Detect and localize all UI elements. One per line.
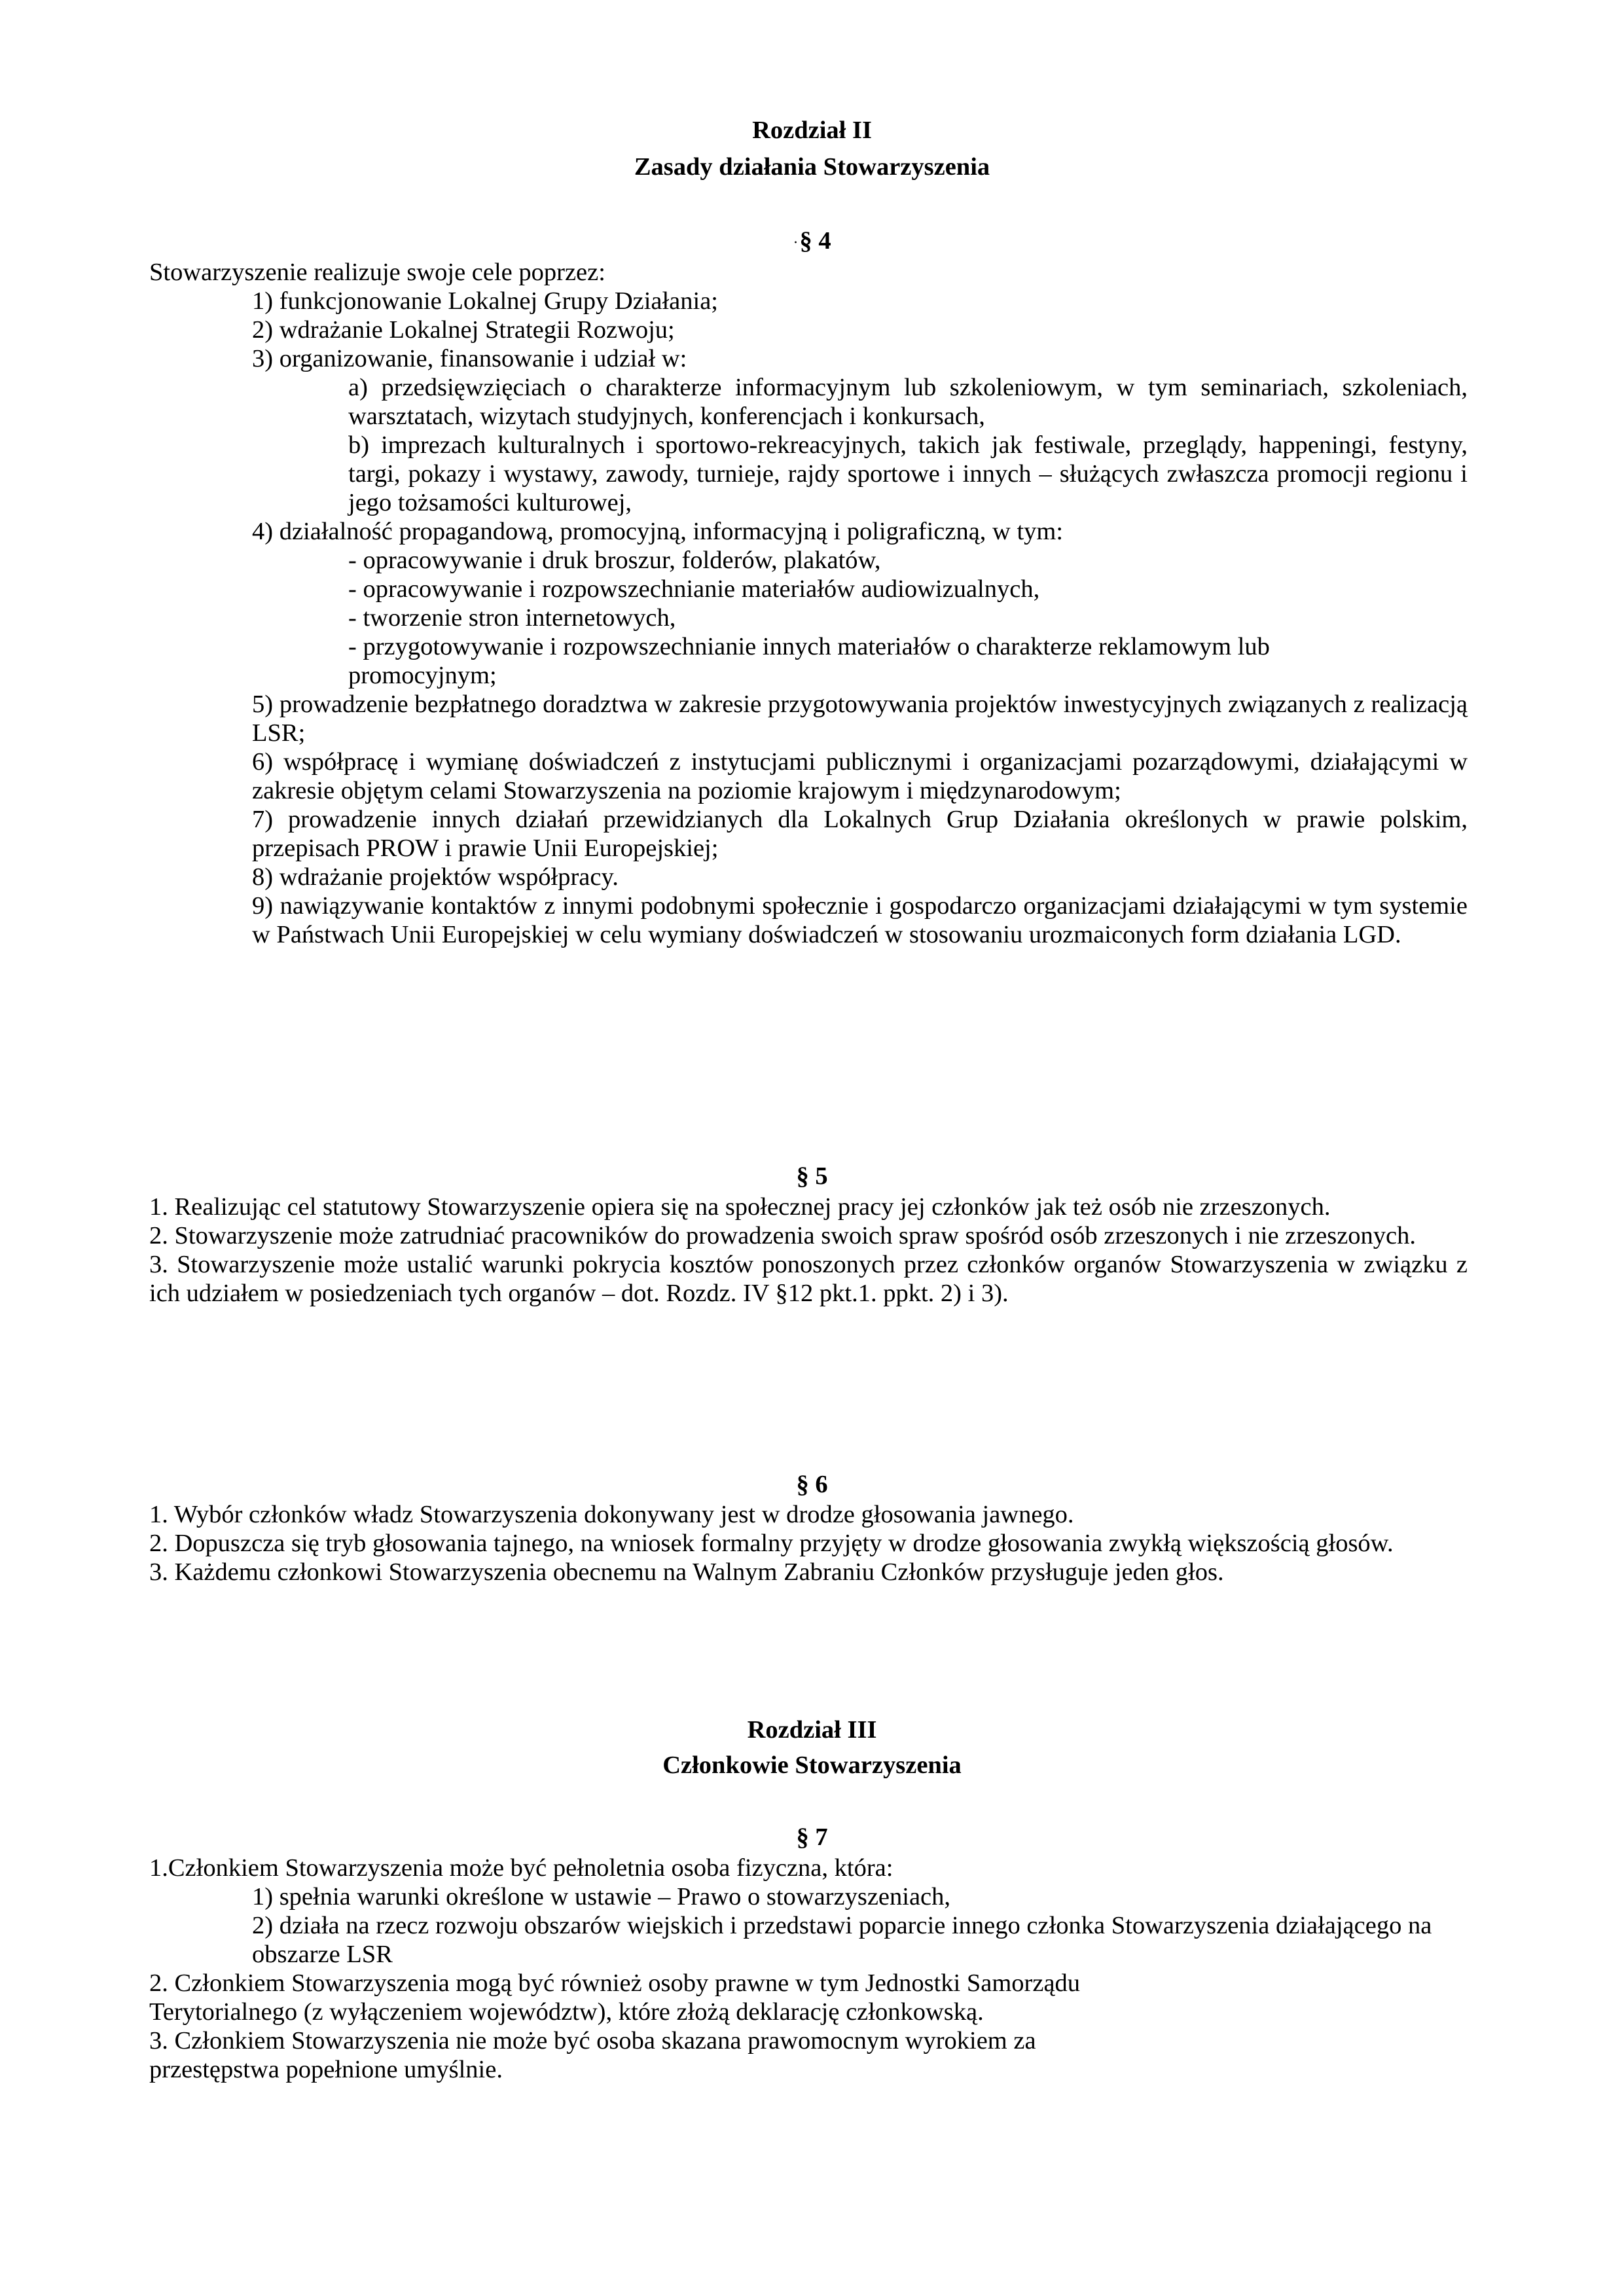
sub-item-b: b) imprezach kulturalnych i sportowo-rekreacyjnych, takich jak festiwale, przeglądy, happeningi, festyny, targi, pokazy i wystawy, zawody, turnieje, rajdy sportowe i innych – służących zwłaszcza promocji regionu i jego tożsamości kulturowej, [348,431,1468,516]
chapter-subtitle: Członkowie Stowarzyszenia [662,1751,962,1779]
clause: 2. Dopuszcza się tryb głosowania tajnego, na wniosek formalny przyjęty w drodze głosowania zwykłą większością głosów. [149,1530,1394,1557]
chapter-subtitle: Zasady działania Stowarzyszenia [634,153,990,181]
clause: 1. Realizując cel statutowy Stowarzyszenie opiera się na społecznej pracy jej członków jak też osób nie zrzeszonych. [149,1193,1331,1221]
dash-item: - przygotowywanie i rozpowszechnianie innych materiałów o charakterze reklamowym lub promocyjnym; [348,633,1270,689]
stray-dot: · [793,234,799,252]
clause-line: 3. Członkiem Stowarzyszenia nie może być osoba skazana prawomocnym wyrokiem za [149,2027,1036,2054]
paragraph-mark-6: § 6 [796,1471,828,1498]
list-item: 2) wdrażanie Lokalnej Strategii Rozwoju; [252,316,675,344]
paragraph-mark-label: § 4 [799,227,831,255]
dash-item: - opracowywanie i rozpowszechnianie materiałów audiowizualnych, [348,575,1040,603]
paragraph-mark-4 [0,226,1624,257]
paragraph-mark-7: § 7 [796,1823,828,1851]
chapter-title: Rozdział II [752,117,872,144]
paragraph-7-body [149,1854,1468,2084]
clause-line: przestępstwa popełnione umyślnie. [149,2056,503,2083]
list-item: 6) współpracę i wymianę doświadczeń z instytucjami publicznymi i organizacjami pozarządowymi, działającymi w zakresie objętym celami Stowarzyszenia na poziomie krajowym i międzynarodowym; [252,748,1468,804]
paragraph-mark-5: § 5 [796,1162,828,1190]
list-item: 1) spełnia warunki określone w ustawie – Prawo o stowarzyszeniach, [252,1883,951,1910]
clause-line: Terytorialnego (z wyłączeniem województw), które złożą deklarację członkowską. [149,1998,984,2026]
paragraph-6-body [149,1500,1468,1587]
clause: 2. Stowarzyszenie może zatrudniać pracowników do prowadzenia swoich spraw spośród osób zrzeszonych i nie zrzeszonych. [149,1222,1416,1249]
clause: 1. Wybór członków władz Stowarzyszenia dokonywany jest w drodze głosowania jawnego. [149,1501,1074,1528]
sub-item-a: a) przedsięwzięciach o charakterze informacyjnym lub szkoleniowym, w tym seminariach, szkoleniach, warsztatach, wizytach studyjnych, konferencjach i konkursach, [348,374,1468,430]
paragraph-4-body [149,258,1468,949]
dash-item: - opracowywanie i druk broszur, folderów, plakatów, [348,547,881,574]
clause: 3. Stowarzyszenie może ustalić warunki pokrycia kosztów ponoszonych przez członków organów Stowarzyszenia w związku z ich udziałem w posiedzeniach tych organów – dot. Rozdz. IV §12 pkt.1. ppkt. 2) i 3). [149,1251,1468,1307]
chapter-title: Rozdział III [747,1716,877,1744]
list-item: 9) nawiązywanie kontaktów z innymi podobnymi społecznie i gospodarczo organizacjami działającymi w tym systemie w Państwach Unii Europejskiej w celu wymiany doświadczeń w stosowaniu urozmaiconych form działania LGD. [252,892,1468,948]
dash-item: - tworzenie stron internetowych, [348,604,676,632]
list-item: 7) prowadzenie innych działań przewidzianych dla Lokalnych Grup Działania określonych w prawie polskim, przepisach PROW i prawie Unii Europejskiej; [252,806,1468,862]
paragraph-5-body [149,1193,1468,1308]
list-item: 5) prowadzenie bezpłatnego doradztwa w zakresie przygotowywania projektów inwestycyjnych związanych z realizacją LSR; [252,691,1468,747]
list-item: 2) działa na rzecz rozwoju obszarów wiejskich i przedstawi poparcie innego członka Stowarzyszenia działającego na obszarze LSR [252,1912,1432,1968]
clause: 3. Każdemu członkowi Stowarzyszenia obecnemu na Walnym Zabraniu Członków przysługuje jeden głos. [149,1558,1224,1586]
list-item: 1) funkcjonowanie Lokalnej Grupy Działania; [252,287,719,315]
intro-text: Stowarzyszenie realizuje swoje cele poprzez: [149,259,605,286]
list-item: 3) organizowanie, finansowanie i udział w: [252,345,687,372]
clause-line: 2. Członkiem Stowarzyszenia mogą być również osoby prawne w tym Jednostki Samorządu [149,1969,1081,1997]
list-item: 8) wdrażanie projektów współpracy. [252,863,619,891]
clause: 1.Członkiem Stowarzyszenia może być pełnoletnia osoba fizyczna, która: [149,1854,893,1882]
list-item: 4) działalność propagandową, promocyjną, informacyjną i poligraficzną, w tym: [252,518,1064,545]
